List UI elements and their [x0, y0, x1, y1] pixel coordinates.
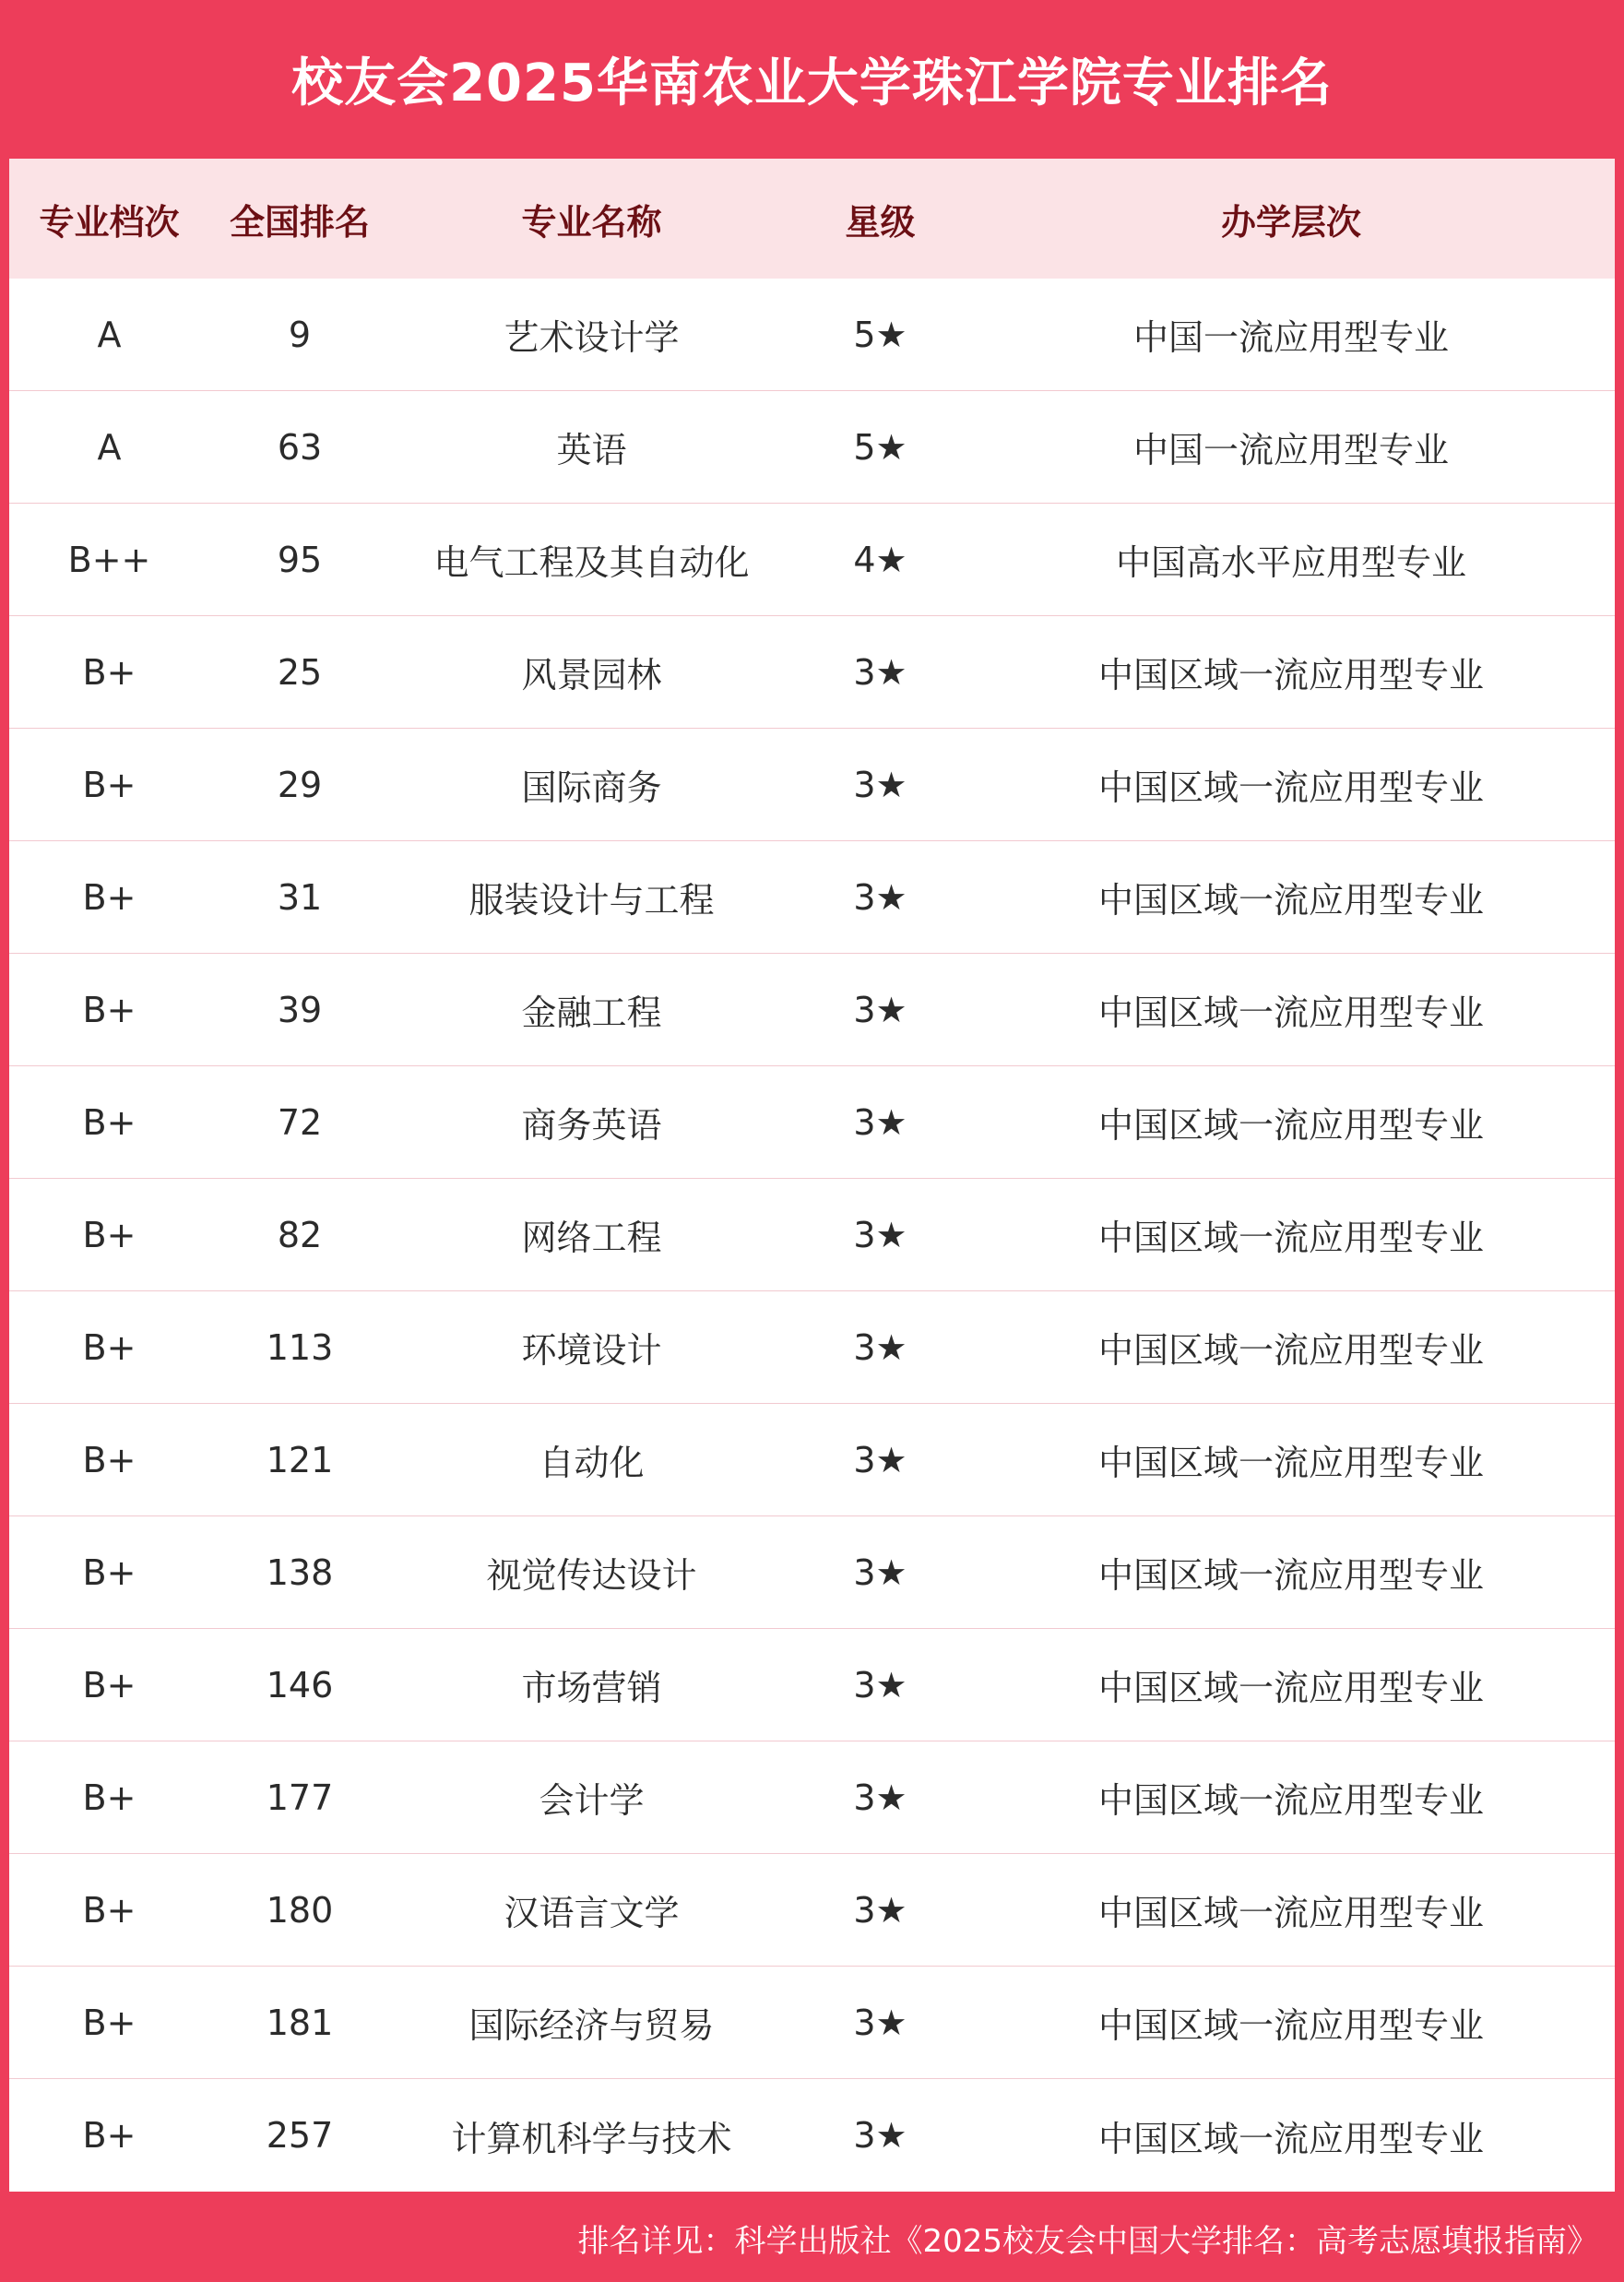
tier-cell: B+: [82, 1664, 136, 1706]
program-level-cell: 中国区域一流应用型专业: [1097, 1330, 1484, 1371]
major-name-cell: 服装设计与工程: [468, 880, 715, 921]
tier-cell: A: [97, 426, 122, 468]
program-level-cell: 中国区域一流应用型专业: [1097, 1893, 1484, 1933]
star-level-cell: 5★: [853, 426, 907, 468]
major-name-cell: 计算机科学与技术: [451, 2118, 732, 2159]
tier-cell: B+: [82, 2002, 136, 2043]
tier-cell: B+: [82, 1889, 136, 1931]
program-level-cell: 中国区域一流应用型专业: [1097, 1555, 1484, 1596]
national-rank-cell: 177: [266, 1777, 334, 1818]
star-level-cell: 3★: [853, 1214, 907, 1255]
star-level-cell: 3★: [853, 2115, 907, 2156]
tier-cell: B+: [82, 1777, 136, 1818]
national-rank-cell: 257: [266, 2115, 334, 2156]
table-row: [9, 391, 1615, 504]
program-level-cell: 中国区域一流应用型专业: [1097, 1105, 1484, 1146]
table-row: [9, 841, 1615, 954]
tier-cell: B+: [82, 1326, 136, 1368]
major-name-cell: 环境设计: [521, 1330, 662, 1371]
tier-cell: B+: [82, 1101, 136, 1143]
major-name-cell: 视觉传达设计: [486, 1555, 697, 1596]
page-header: [0, 0, 1624, 159]
program-level-cell: 中国区域一流应用型专业: [1097, 2118, 1484, 2159]
program-level-cell: 中国区域一流应用型专业: [1097, 1668, 1484, 1708]
table-row: [9, 1291, 1615, 1404]
header-cell-program-level: 办学层次: [1220, 201, 1361, 243]
major-name-cell: 国际商务: [521, 767, 662, 808]
tier-cell: B+: [82, 1439, 136, 1480]
national-rank-cell: 138: [266, 1551, 334, 1593]
major-name-cell: 国际经济与贸易: [468, 2005, 715, 2046]
major-name-cell: 会计学: [539, 1780, 645, 1821]
star-level-cell: 3★: [853, 651, 907, 693]
page-title: 校友会2025华南农业大学珠江学院专业排名: [291, 53, 1333, 113]
national-rank-cell: 113: [266, 1326, 334, 1368]
national-rank-cell: 180: [266, 1889, 334, 1931]
star-level-cell: 3★: [853, 1889, 907, 1931]
footer-source-note: 排名详见：科学出版社《2025校友会中国大学排名：高考志愿填报指南》: [577, 2222, 1598, 2260]
program-level-cell: 中国区域一流应用型专业: [1097, 1443, 1484, 1483]
ranking-table: [9, 159, 1615, 2192]
star-level-cell: 3★: [853, 1439, 907, 1480]
star-level-cell: 3★: [853, 1326, 907, 1368]
national-rank-cell: 95: [277, 539, 323, 580]
program-level-cell: 中国区域一流应用型专业: [1097, 2005, 1484, 2046]
star-level-cell: 4★: [853, 539, 907, 580]
header-cell-tier: 专业档次: [39, 201, 180, 243]
program-level-cell: 中国高水平应用型专业: [1115, 542, 1466, 583]
national-rank-cell: 9: [288, 314, 312, 355]
table-row: [9, 1741, 1615, 1854]
table-row: [9, 1629, 1615, 1741]
major-name-cell: 艺术设计学: [504, 317, 680, 358]
major-name-cell: 汉语言文学: [504, 1893, 680, 1933]
tier-cell: B+: [82, 989, 136, 1030]
program-level-cell: 中国区域一流应用型专业: [1097, 1780, 1484, 1821]
star-level-cell: 3★: [853, 2002, 907, 2043]
major-name-cell: 自动化: [539, 1443, 645, 1483]
national-rank-cell: 121: [266, 1439, 334, 1480]
table-row: [9, 954, 1615, 1066]
major-name-cell: 英语: [556, 430, 627, 470]
national-rank-cell: 25: [277, 651, 323, 693]
national-rank-cell: 63: [277, 426, 323, 468]
star-level-cell: 3★: [853, 989, 907, 1030]
star-level-cell: 3★: [853, 1101, 907, 1143]
header-cell-star-level: 星级: [845, 201, 916, 243]
table-row: [9, 1179, 1615, 1291]
program-level-cell: 中国区域一流应用型专业: [1097, 1218, 1484, 1258]
national-rank-cell: 29: [277, 764, 323, 805]
star-level-cell: 3★: [853, 1777, 907, 1818]
major-name-cell: 市场营销: [521, 1668, 662, 1708]
tier-cell: B+: [82, 2115, 136, 2156]
header-cell-major-name: 专业名称: [521, 201, 662, 243]
national-rank-cell: 146: [266, 1664, 334, 1706]
tier-cell: B++: [67, 539, 151, 580]
star-level-cell: 3★: [853, 764, 907, 805]
tier-cell: A: [97, 314, 122, 355]
major-name-cell: 网络工程: [521, 1218, 662, 1258]
table-row: [9, 2079, 1615, 2192]
program-level-cell: 中国区域一流应用型专业: [1097, 880, 1484, 921]
program-level-cell: 中国区域一流应用型专业: [1097, 767, 1484, 808]
national-rank-cell: 39: [277, 989, 323, 1030]
national-rank-cell: 72: [277, 1101, 323, 1143]
table-row: [9, 1967, 1615, 2079]
table-row: [9, 729, 1615, 841]
program-level-cell: 中国区域一流应用型专业: [1097, 655, 1484, 695]
national-rank-cell: 181: [266, 2002, 334, 2043]
star-level-cell: 3★: [853, 1551, 907, 1593]
header-cell-national-rank: 全国排名: [229, 201, 370, 243]
program-level-cell: 中国区域一流应用型专业: [1097, 992, 1484, 1033]
table-row: [9, 279, 1615, 391]
table-row: [9, 616, 1615, 729]
program-level-cell: 中国一流应用型专业: [1132, 317, 1449, 358]
table-header-row: [9, 159, 1615, 279]
major-name-cell: 商务英语: [521, 1105, 662, 1146]
major-name-cell: 风景园林: [521, 655, 662, 695]
program-level-cell: 中国一流应用型专业: [1132, 430, 1449, 470]
national-rank-cell: 31: [277, 876, 323, 918]
tier-cell: B+: [82, 1214, 136, 1255]
table-row: [9, 504, 1615, 616]
page-footer: [0, 2193, 1624, 2282]
tier-cell: B+: [82, 1551, 136, 1593]
table-row: [9, 1516, 1615, 1629]
major-name-cell: 电气工程及其自动化: [433, 542, 750, 583]
tier-cell: B+: [82, 764, 136, 805]
table-row: [9, 1404, 1615, 1516]
star-level-cell: 3★: [853, 876, 907, 918]
star-level-cell: 3★: [853, 1664, 907, 1706]
table-row: [9, 1854, 1615, 1967]
tier-cell: B+: [82, 651, 136, 693]
national-rank-cell: 82: [277, 1214, 323, 1255]
star-level-cell: 5★: [853, 314, 907, 355]
major-name-cell: 金融工程: [521, 992, 662, 1033]
tier-cell: B+: [82, 876, 136, 918]
table-row: [9, 1066, 1615, 1179]
